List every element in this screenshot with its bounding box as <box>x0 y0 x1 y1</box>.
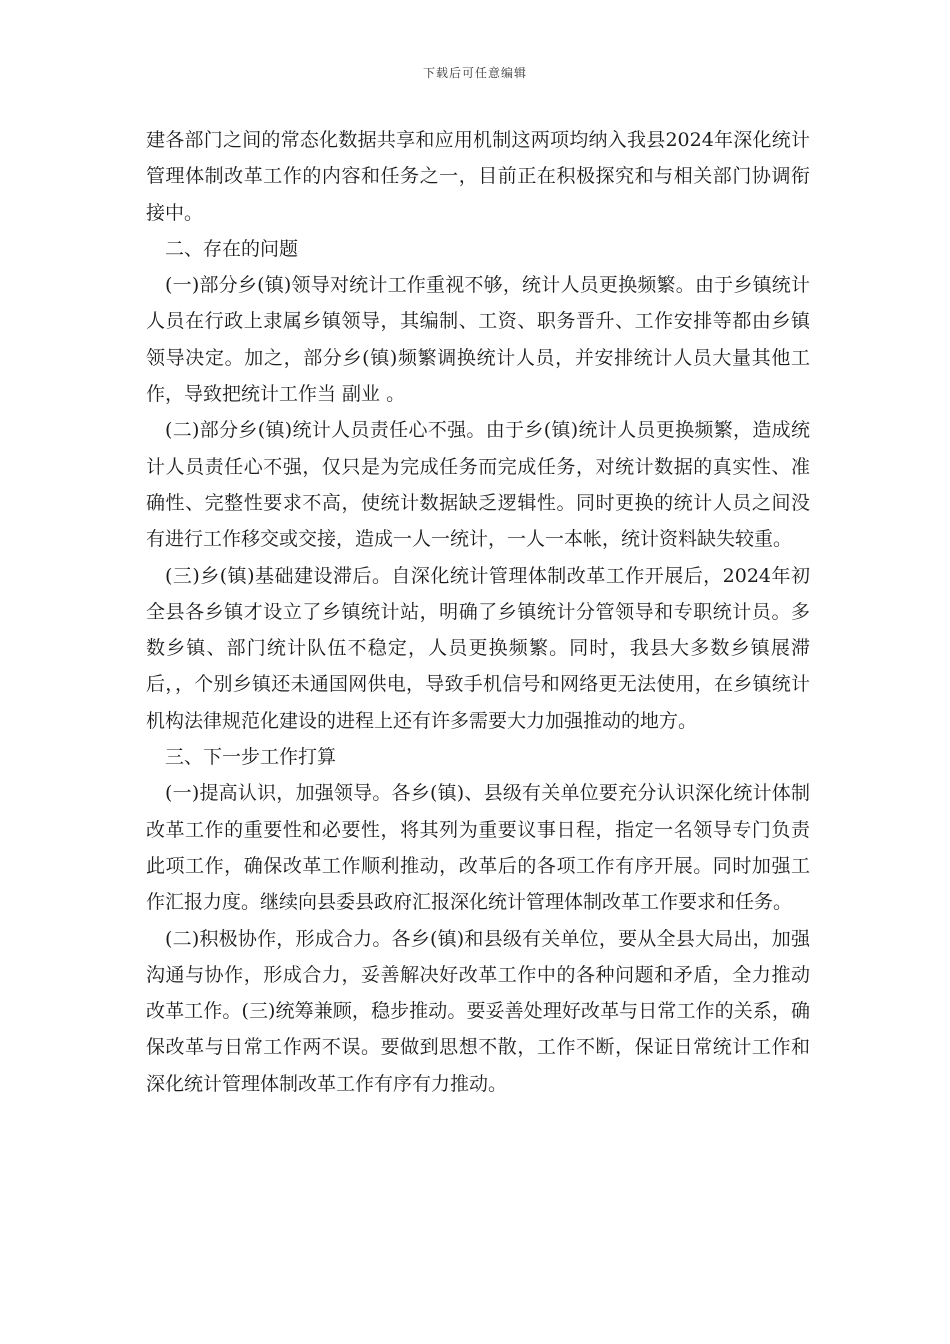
page-header: 下载后可任意编辑 <box>422 66 527 80</box>
section-heading-next-steps: 三、下一步工作打算 <box>165 746 337 769</box>
paragraph-continuation: 建各部门之间的常态化数据共享和应用机制这两项均纳入我县2024年深化统计管理体制改革工作的内容和任务之一，目前正在积极探究和与相关部门协调衔接中。 <box>146 129 810 224</box>
paragraph-problem-2: (二)部分乡(镇)统计人员责任心不强。由于乡(镇)统计人员更换频繁，造成统计人员责任心不强，仅只是为完成任务而完成任务，对统计数据的真实性、准确性、完整性要求不高，使统计数据缺乏逻辑性。同时更换的统计人员之间没有进行工作移交或交接，造成一人一统计，一人一本帐，统计资料缺失较重。 <box>146 419 810 551</box>
section-heading-problems: 二、存在的问题 <box>165 237 299 260</box>
paragraph-problem-1: (一)部分乡(镇)领导对统计工作重视不够，统计人员更换频繁。由于乡镇统计人员在行政上隶属乡镇领导，其编制、工资、职务晋升、工作安排等都由乡镇领导决定。加之，部分乡(镇)频繁调换统计人员，并安排统计人员大量其他工作，导致把统计工作当 副业 。 <box>146 274 810 406</box>
paragraph-step-1: (一)提高认识，加强领导。各乡(镇)、县级有关单位要充分认识深化统计体制改革工作的重要性和必要性，将其列为重要议事日程，指定一名领导专门负责此项工作，确保改革工作顺利推动，改革后的各项工作有序开展。同时加强工作汇报力度。继续向县委县政府汇报深化统计管理体制改革工作要求和任务。 <box>146 782 810 914</box>
paragraph-problem-3: (三)乡(镇)基础建设滞后。自深化统计管理体制改革工作开展后，2024年初全县各乡镇才设立了乡镇统计站，明确了乡镇统计分管领导和专职统计员。多数乡镇、部门统计队伍不稳定，人员更换频繁。同时，我县大多数乡镇展滞后，，个别乡镇还未通国网供电，导致手机信号和网络更无法使用，在乡镇统计机构法律规范化建设的进程上还有许多需要大力加强推动的地方。 <box>146 564 810 732</box>
paragraph-step-2: (二)积极协作，形成合力。各乡(镇)和县级有关单位，要从全县大局出，加强沟通与协作，形成合力，妥善解决好改革工作中的各种问题和矛盾，全力推动改革工作。(三)统筹兼顾，稳步推动。要妥善处理好改革与日常工作的关系，确保改革与日常工作两不误。要做到思想不散，工作不断，保证日常统计工作和深化统计管理体制改革工作有序有力推动。 <box>146 927 810 1095</box>
document-body <box>146 122 810 1102</box>
